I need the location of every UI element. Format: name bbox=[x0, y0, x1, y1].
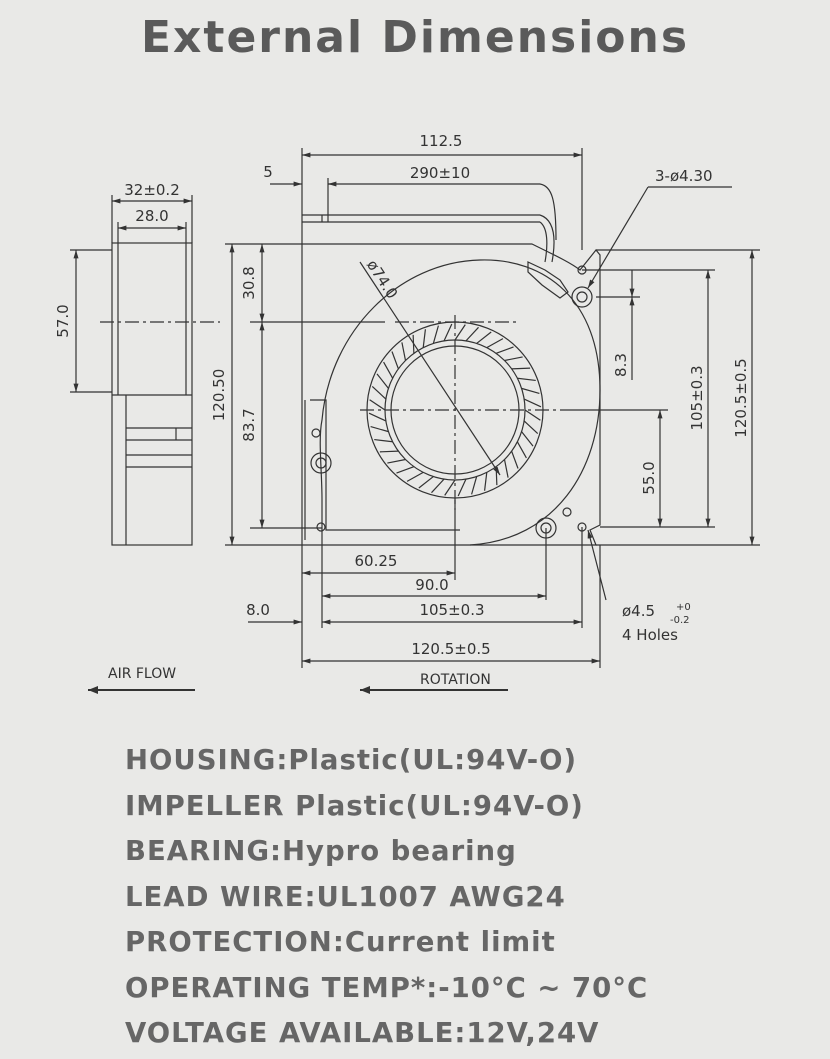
dim-lead-offset: 5 bbox=[263, 163, 273, 181]
impeller-blade bbox=[402, 342, 406, 360]
impeller-blade bbox=[374, 440, 392, 442]
impeller-blade bbox=[369, 413, 386, 421]
page-title: External Dimensions bbox=[140, 12, 690, 63]
dim-height-lower: 83.7 bbox=[240, 408, 258, 442]
impeller-blade bbox=[504, 357, 522, 361]
dim-inlet-diameter: ø74.0 bbox=[363, 256, 402, 303]
impeller-blade bbox=[524, 399, 541, 407]
impeller-blade bbox=[384, 362, 393, 378]
impeller-blade bbox=[485, 472, 487, 490]
dim-mount-holes: 3-ø4.30 bbox=[655, 167, 713, 185]
dim-bottom-left-offset: 8.0 bbox=[246, 601, 270, 619]
impeller-blade bbox=[371, 427, 389, 432]
dim-bottom-holes-dia: ø4.5 bbox=[622, 602, 656, 620]
impeller-blade bbox=[396, 467, 413, 473]
dim-bottom-a: 60.25 bbox=[354, 552, 398, 570]
dim-hole-offset: 8.3 bbox=[612, 353, 630, 377]
impeller-blade bbox=[517, 378, 535, 380]
impeller-blade bbox=[512, 451, 518, 468]
impeller-blade bbox=[419, 477, 434, 488]
dim-tol-minus: -0.2 bbox=[670, 615, 690, 626]
spec-list bbox=[125, 738, 805, 1057]
impeller-blade bbox=[525, 410, 540, 420]
dim-lead-length: 290±10 bbox=[409, 164, 471, 182]
impeller-blade bbox=[458, 479, 466, 496]
spec-housing: HOUSING:Plastic(UL:94V-O) bbox=[125, 744, 578, 776]
impeller-blade bbox=[455, 325, 465, 340]
dim-height-overall: 120.50 bbox=[210, 368, 228, 422]
impeller-blade bbox=[370, 400, 385, 410]
impeller-blade bbox=[477, 332, 492, 343]
air-flow-label: AIR FLOW bbox=[108, 666, 177, 682]
dim-bottom-b: 90.0 bbox=[415, 576, 449, 594]
spec-bearing: BEARING:Hypro bearing bbox=[125, 835, 517, 867]
impeller-blade bbox=[472, 477, 477, 495]
impeller-blade bbox=[433, 326, 438, 344]
spec-voltage: VOLTAGE AVAILABLE:12V,24V bbox=[125, 1017, 600, 1049]
impeller-blade bbox=[496, 347, 513, 353]
dim-side-inner: 28.0 bbox=[135, 207, 169, 225]
side-view bbox=[70, 195, 220, 545]
dim-bottom-total: 120.5±0.5 bbox=[411, 640, 491, 658]
spec-impeller: IMPELLER Plastic(UL:94V-O) bbox=[125, 789, 584, 822]
spec-protection: PROTECTION:Current limit bbox=[125, 926, 556, 958]
dim-bottom-span: 105±0.3 bbox=[419, 601, 485, 619]
impeller-blade bbox=[487, 339, 503, 348]
spec-operating-temp: OPERATING TEMP*:-10°C ~ 70°C bbox=[125, 971, 649, 1004]
impeller-blade bbox=[522, 388, 540, 393]
dim-bottom-holes-count: 4 Holes bbox=[622, 626, 678, 644]
dim-height-total-right: 120.5±0.5 bbox=[732, 358, 750, 438]
impeller-blade bbox=[517, 442, 526, 458]
impeller-blade bbox=[466, 327, 479, 341]
impeller-blade bbox=[423, 329, 425, 347]
impeller-blade bbox=[445, 480, 455, 495]
impeller-blade bbox=[392, 351, 398, 368]
impeller-blade bbox=[522, 432, 533, 447]
impeller-blade bbox=[407, 472, 423, 481]
spec-lead-wire: LEAD WIRE:UL1007 AWG24 bbox=[125, 880, 566, 913]
front-view bbox=[302, 215, 600, 545]
impeller-blade bbox=[387, 459, 405, 463]
impeller-blade bbox=[512, 368, 530, 369]
dim-height-upper: 30.8 bbox=[240, 266, 258, 300]
impeller-blade bbox=[444, 324, 452, 341]
impeller-blade bbox=[380, 451, 398, 452]
impeller-blade bbox=[377, 374, 388, 389]
dim-side-outer: 32±0.2 bbox=[124, 181, 180, 199]
dim-tol-plus: +0 bbox=[676, 602, 691, 613]
dim-top-overall: 112.5 bbox=[419, 132, 463, 150]
impeller-blade bbox=[504, 459, 508, 477]
dim-hole-height-lower: 55.0 bbox=[640, 461, 658, 495]
dim-side-height: 57.0 bbox=[54, 304, 72, 338]
rotation-label: ROTATION bbox=[420, 672, 491, 688]
impeller-blade bbox=[524, 421, 538, 434]
dim-hole-span-v: 105±0.3 bbox=[688, 365, 706, 431]
impeller-blade bbox=[372, 386, 386, 399]
impeller-blade bbox=[431, 479, 444, 493]
